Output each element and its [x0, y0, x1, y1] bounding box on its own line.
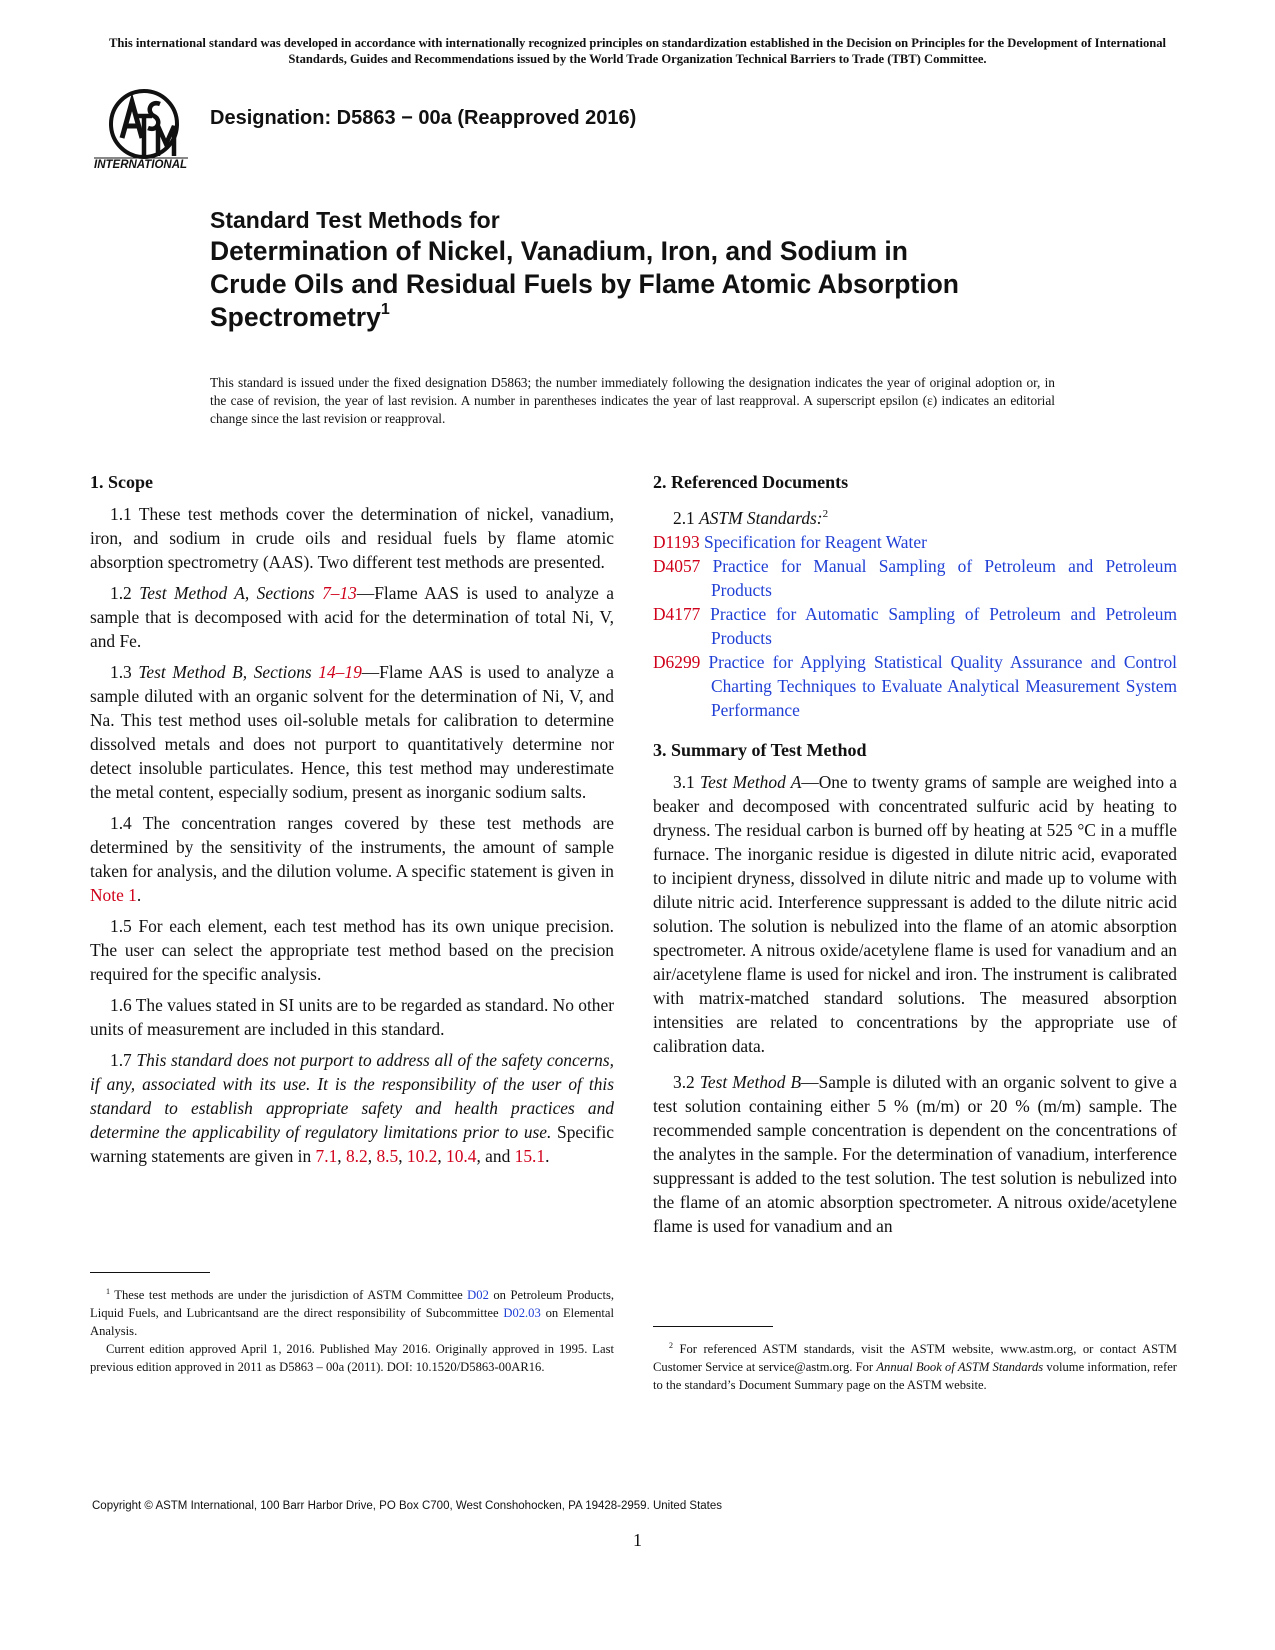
footnote-rule [90, 1272, 210, 1273]
footnote-1-block [90, 1272, 614, 1376]
p12-italic: Test Method A, Sections [139, 583, 323, 603]
ref-d4177[interactable] [653, 602, 1177, 650]
astm-standards-subheading [673, 502, 1177, 530]
ref-code: D1193 [653, 531, 700, 552]
ref-title: Practice for Manual Sampling of Petroleum and Petroleum Products [700, 555, 1177, 600]
paragraph-1-3 [90, 660, 614, 804]
sep: , and [476, 1146, 515, 1166]
p13-sections-link[interactable]: 14–19 [318, 662, 362, 682]
left-column [90, 470, 614, 1175]
footnote-1 [90, 1283, 614, 1376]
p17-text: Specific warning statements are given in [90, 1122, 614, 1166]
title-line-1: Standard Test Methods for [210, 207, 500, 233]
ref-code: D6299 [653, 651, 701, 672]
footnote-2-text [653, 1337, 1177, 1394]
footnote-1-edition: Current edition approved April 1, 2016. Published May 2016. Originally approved in 1995. Last previous edition approved in 2011 as D5863 – 00a (2011). DOI: 10.1520/D5863-00AR16. [90, 1342, 614, 1375]
ref-title: Practice for Automatic Sampling of Petroleum and Petroleum Products [700, 603, 1177, 648]
warning-link-10-2[interactable]: 10.2 [406, 1146, 438, 1166]
warning-link-8-2[interactable]: 8.2 [345, 1146, 368, 1166]
p31-num: 3.1 [673, 771, 700, 792]
right-column [653, 470, 1177, 1245]
p32-num: 3.2 [673, 1071, 700, 1092]
ref-code: D4057 [653, 555, 701, 576]
ref-title: Practice for Applying Statistical Quality Assurance and Control Charting Techniques to Evaluate Analytical Measurement System Performance [700, 651, 1177, 720]
warning-link-7-1[interactable]: 7.1 [315, 1146, 338, 1166]
designation: Designation: D5863 − 00a (Reapproved 2016) [210, 107, 637, 129]
ref-d6299[interactable] [653, 650, 1177, 722]
p13-num: 1.3 [110, 662, 139, 682]
warning-link-8-5[interactable]: 8.5 [376, 1146, 399, 1166]
summary-heading: 3. Summary of Test Method [653, 739, 867, 760]
note-1-link[interactable]: Note 1 [90, 885, 137, 905]
p17-italic: This standard does not purport to address all of the safety concerns, if any, associated with its use. It is the responsibility of the user of this standard to establish appropriate safety and health practices and determine the applicability of regulatory limitations prior to use. [90, 1050, 614, 1142]
p32-italic: Test Method B [699, 1071, 802, 1092]
footnote-1-jurisdiction [90, 1283, 614, 1340]
title-line-2: Determination of Nickel, Vanadium, Iron, and Sodium in [210, 236, 908, 266]
p13-text: —Flame AAS is used to analyze a sample diluted with an organic solvent for the determination of Ni, V, and Na. This test method uses oil-soluble metals for calibration to determine dissolved metals and does not purport to quantitatively determine nor detect insoluble particulates. Hence, this test method may underestimate the metal content, especially sodium, present as inorganic sodium salts. [90, 662, 614, 802]
title-line-4 [210, 301, 1110, 334]
fn2-a: For referenced ASTM standards, visit the ASTM website, www.astm.org, or contact ASTM Customer Service at service@astm.org. For [653, 1342, 1177, 1375]
issued-note: This standard is issued under the fixed designation D5863; the number immediately following the designation indicates the year of original adoption or, in the case of revision, the year of last revision. A number in parentheses indicates the year of last reapproval. A superscript epsilon (ε) indicates an editorial change since the last revision or reapproval. [210, 375, 1055, 426]
sep: , [398, 1146, 407, 1166]
fn2-b: volume information, refer to the standard’s Document Summary page on the ASTM website. [653, 1360, 1177, 1393]
copyright: Copyright © ASTM International, 100 Barr Harbor Drive, PO Box C700, West Conshohocken, PA 19428-2959. United States [92, 1500, 723, 1512]
ref-code: D4177 [653, 603, 701, 624]
paragraph-1-1: 1.1 These test methods cover the determination of nickel, vanadium, iron, and sodium in crude oils and residual fuels by flame atomic absorption spectrometry (AAS). Two different test methods are presented. [90, 504, 614, 572]
astm-logo [92, 86, 197, 172]
sep: , [337, 1146, 346, 1166]
refs-footnote-mark: 2 [822, 508, 829, 520]
document-title [210, 205, 1110, 334]
paragraph-3-1 [653, 770, 1177, 1058]
title-footnote-mark: 1 [380, 301, 390, 318]
p31-italic: Test Method A [700, 771, 802, 792]
p14-text: 1.4 The concentration ranges covered by these test methods are determined by the sensitivity of the instruments, the amount of sample taken for analysis, and the dilution volume. A specific statement is given in [90, 813, 614, 881]
footnote-rule [653, 1326, 773, 1327]
footnote-2-mark: 2 [669, 1341, 673, 1350]
p17-num: 1.7 [110, 1050, 137, 1070]
p13-italic: Test Method B, Sections [138, 662, 319, 682]
ref-title: Specification for Reagent Water [699, 531, 927, 552]
paragraph-3-2 [653, 1070, 1177, 1238]
astm-logo-graphic [92, 86, 197, 172]
ref-d1193[interactable] [653, 530, 1177, 554]
p12-sections-link[interactable]: 7–13 [322, 583, 357, 603]
p17-end: . [545, 1146, 550, 1166]
logo-subtitle: INTERNATIONAL [94, 159, 188, 171]
refs-sub-italic: ASTM Standards: [699, 507, 823, 528]
ref-d4057[interactable] [653, 554, 1177, 602]
page-number: 1 [633, 1530, 642, 1550]
paragraph-1-6: 1.6 The values stated in SI units are to be regarded as standard. No other units of measurement are included in this standard. [90, 995, 614, 1039]
sep: , [367, 1146, 377, 1166]
p14-end: . [136, 885, 142, 905]
wto-notice: This international standard was developed in accordance with internationally recognized principles on standardization established in the Decision on Principles for the Development of International Standards, Guides and Recommendations issued by the World Trade Organization Technical Barriers to Trade (TBT) Committee. [108, 36, 1167, 66]
referenced-documents-heading: 2. Referenced Documents [653, 472, 849, 492]
committee-d02-link[interactable]: D02 [467, 1288, 489, 1303]
subcommittee-link[interactable]: D02.03 [503, 1306, 541, 1321]
paragraph-1-4 [90, 811, 614, 907]
p12-text: —Flame AAS is used to analyze a sample that is decomposed with acid for the determination of total Ni, V, and Fe. [90, 583, 614, 651]
title-line-4-text: Spectrometry [210, 302, 381, 332]
p12-num: 1.2 [110, 583, 140, 603]
paragraph-1-5: 1.5 For each element, each test method has its own unique precision. The user can select the appropriate test method based on the precision required for the specific analysis. [90, 916, 614, 984]
warning-link-15-1[interactable]: 15.1 [514, 1146, 546, 1166]
fn1-b: on Petroleum Products, Liquid Fuels, and Lubricantsand are the direct responsibility of Subcommittee [90, 1288, 614, 1321]
footnote-2 [653, 1337, 1177, 1394]
scope-heading: 1. Scope [90, 472, 153, 492]
warning-link-10-4[interactable]: 10.4 [446, 1146, 477, 1166]
section-gap [653, 722, 1177, 738]
sep: , [437, 1146, 447, 1166]
p32-text: —Sample is diluted with an organic solvent to give a test solution containing either 5 % (m/m) or 20 % (m/m) sample. The recommended sample concentration is dependent on the concentrations of the analytes in the sample. For the determination of vanadium, interference suppressant is added to the test solution. The test solution is nebulized into the flame of an atomic absorption spectrometer. A nitrous oxide/acetylene flame is used for vanadium and an [653, 1071, 1177, 1236]
fn1-c: on Elemental Analysis. [90, 1306, 614, 1339]
refs-sub-num: 2.1 [673, 507, 700, 528]
paragraph-1-7 [90, 1048, 614, 1168]
fn2-italic: Annual Book of ASTM Standards [876, 1360, 1044, 1375]
p31-text: —One to twenty grams of sample are weighed into a beaker and decomposed with concentrated sulfuric acid by heating to dryness. The residual carbon is burned off by heating at 525 °C in a muffle furnace. The inorganic residue is digested in dilute nitric acid, evaporated to incipient dryness, dissolved in dilute nitric and made up to volume with dilute nitric acid. Interference suppressant is added to the dilute nitric acid solution. The solution is nebulized into the flame of an atomic absorption spectrometer. A nitrous oxide/acetylene flame is used for vanadium and an air/acetylene flame is used for nickel and iron. The instrument is calibrated with matrix-matched standard solutions. The measured absorption intensities are related to concentrations by the appropriate use of calibration data. [653, 771, 1178, 1056]
footnote-2-block [653, 1326, 1177, 1394]
fn1-a: These test methods are under the jurisdiction of ASTM Committee [110, 1288, 468, 1303]
title-line-3: Crude Oils and Residual Fuels by Flame Atomic Absorption [210, 269, 959, 299]
paragraph-1-2 [90, 581, 614, 653]
footnote-1-mark: 1 [106, 1287, 110, 1296]
